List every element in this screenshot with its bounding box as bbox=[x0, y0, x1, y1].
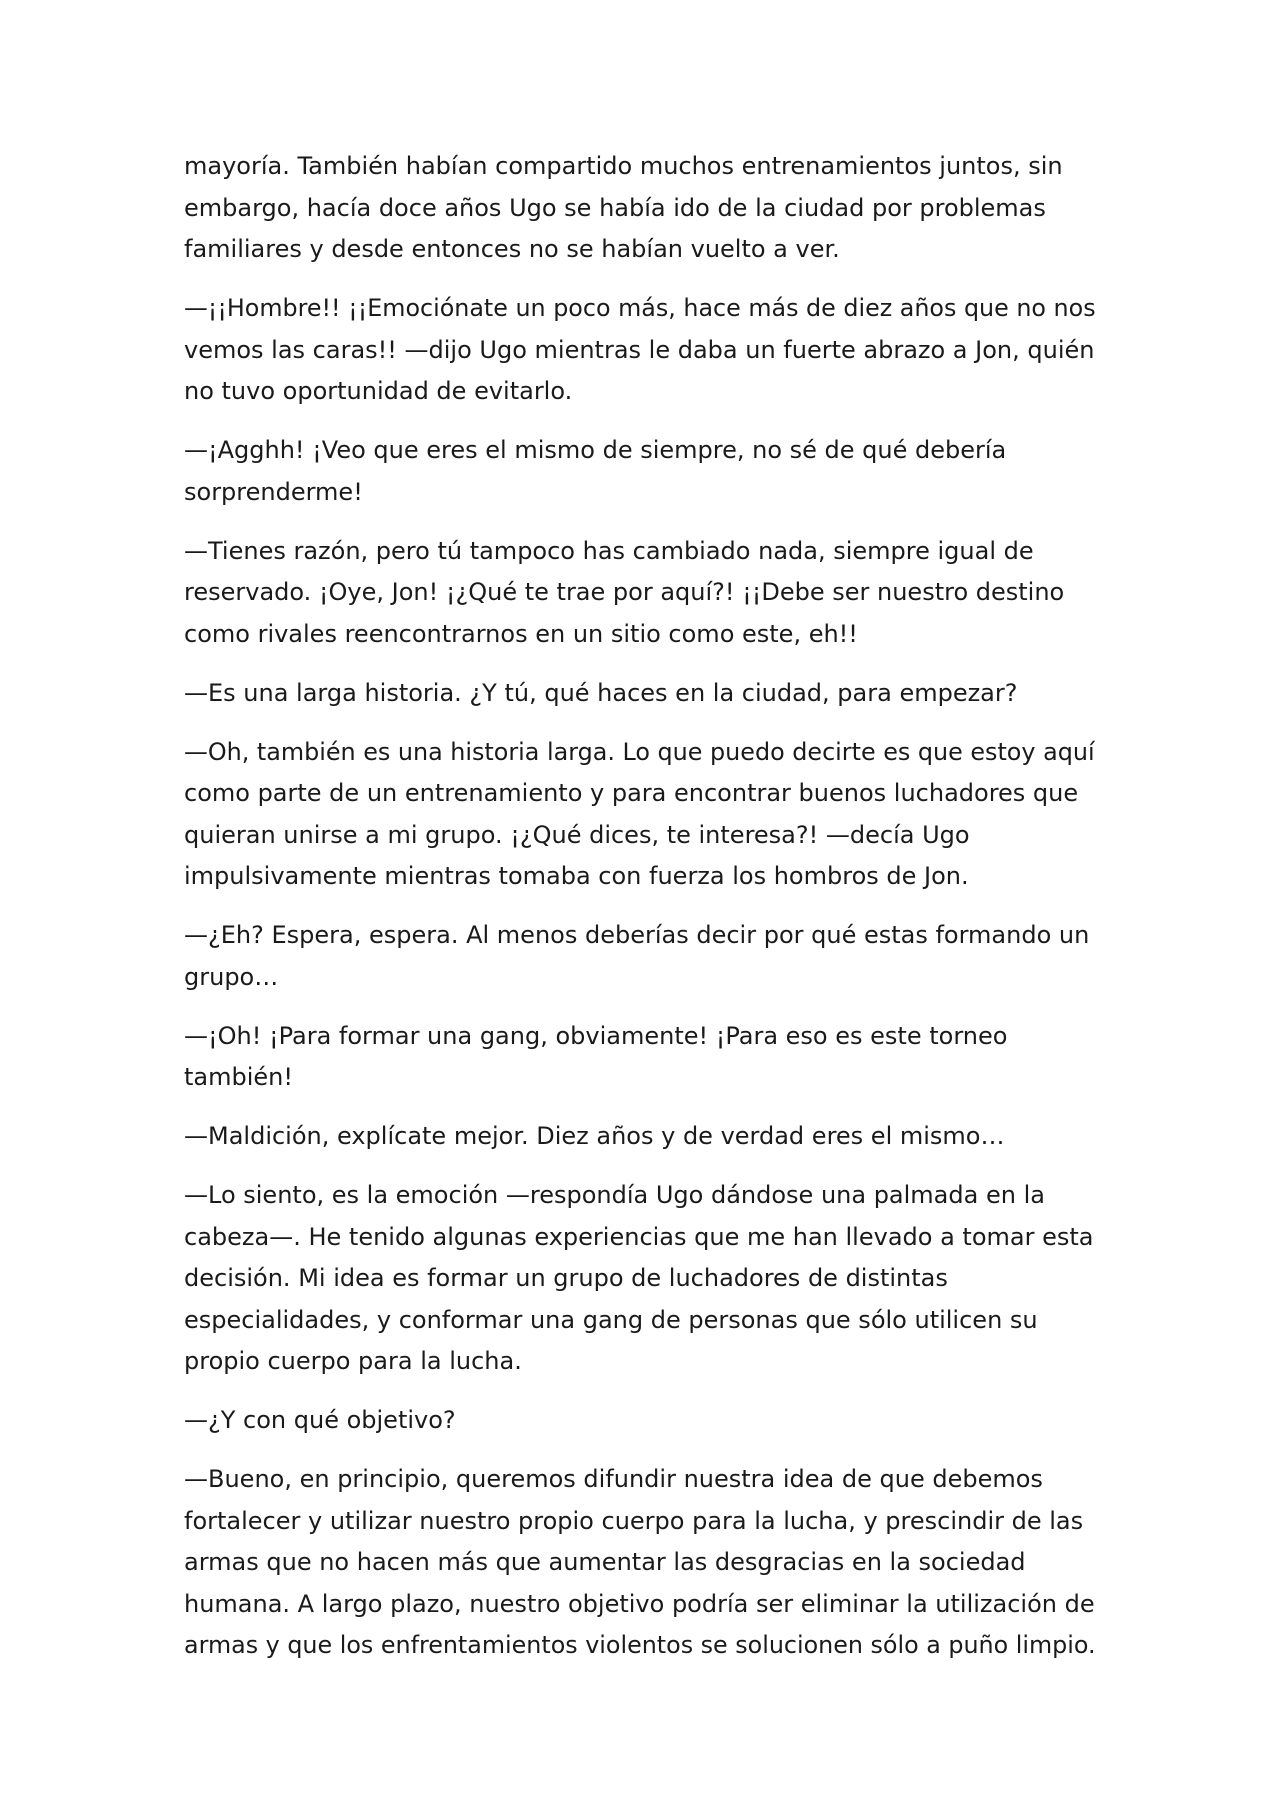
text-line: vemos las caras!! —dijo Ugo mientras le daba un fuerte abrazo a Jon, quién bbox=[184, 335, 1095, 364]
text-line: como parte de un entrenamiento y para encontrar buenos luchadores que bbox=[184, 779, 1079, 807]
text-line: —Tienes razón, pero tú tampoco has cambiado nada, siempre igual de bbox=[184, 536, 1034, 565]
paragraph bbox=[184, 915, 1100, 998]
text-line: —¿Y con qué objetivo? bbox=[184, 1406, 456, 1434]
text-line: —Es una larga historia. ¿Y tú, qué haces en la ciudad, para empezar? bbox=[184, 678, 1018, 707]
paragraph bbox=[184, 1175, 1100, 1383]
text-line: armas que no hacen más que aumentar las desgracias en la sociedad bbox=[184, 1548, 1026, 1576]
text-line: —Bueno, en principio, queremos difundir nuestra idea de que debemos bbox=[184, 1465, 1043, 1493]
text-line: como rivales reencontrarnos en un sitio como este, eh!! bbox=[184, 619, 858, 648]
text-line: —¡Oh! ¡Para formar una gang, obviamente! ¡Para eso es este torneo bbox=[184, 1021, 1008, 1050]
text-line: familiares y desde entonces no se habían vuelto a ver. bbox=[184, 235, 840, 263]
text-line: —Oh, también es una historia larga. Lo que puedo decirte es que estoy aquí bbox=[184, 737, 1095, 766]
text-line: grupo… bbox=[184, 962, 279, 991]
text-line: especialidades, y conformar una gang de personas que sólo utilicen su bbox=[184, 1305, 1038, 1334]
text-line: embargo, hacía doce años Ugo se había ido de la ciudad por problemas bbox=[184, 193, 1046, 222]
paragraph bbox=[184, 146, 1100, 271]
paragraph bbox=[184, 531, 1100, 656]
text-line: fortalecer y utilizar nuestro propio cuerpo para la lucha, y prescindir de las bbox=[184, 1506, 1084, 1535]
text-line: impulsivamente mientras tomaba con fuerza los hombros de Jon. bbox=[184, 862, 969, 890]
text-line: no tuvo oportunidad de evitarlo. bbox=[184, 377, 573, 405]
text-line: —Maldición, explícate mejor. Diez años y de verdad eres el mismo… bbox=[184, 1122, 1005, 1150]
paragraph bbox=[184, 1400, 1100, 1442]
text-line: reservado. ¡Oye, Jon! ¡¿Qué te trae por aquí?! ¡¡Debe ser nuestro destino bbox=[184, 578, 1065, 606]
text-line: mayoría. También habían compartido muchos entrenamientos juntos, sin bbox=[184, 152, 1063, 180]
text-line: —¡¡Hombre!! ¡¡Emociónate un poco más, hace más de diez años que no nos bbox=[184, 294, 1096, 322]
paragraph bbox=[184, 1459, 1100, 1667]
text-line: quieran unirse a mi grupo. ¡¿Qué dices, te interesa?! —decía Ugo bbox=[184, 820, 970, 849]
text-line: —¿Eh? Espera, espera. Al menos deberías decir por qué estas formando un bbox=[184, 921, 1090, 949]
text-line: humana. A largo plazo, nuestro objetivo podría ser eliminar la utilización de bbox=[184, 1589, 1095, 1618]
document-body bbox=[184, 146, 1100, 1684]
text-line: propio cuerpo para la lucha. bbox=[184, 1347, 522, 1375]
text-line: cabeza—. He tenido algunas experiencias que me han llevado a tomar esta bbox=[184, 1222, 1094, 1251]
text-line: armas y que los enfrentamientos violentos se solucionen sólo a puño limpio. bbox=[184, 1631, 1096, 1659]
paragraph bbox=[184, 1116, 1100, 1158]
paragraph bbox=[184, 288, 1100, 413]
text-line: decisión. Mi idea es formar un grupo de luchadores de distintas bbox=[184, 1264, 948, 1292]
paragraph bbox=[184, 673, 1100, 715]
text-line: —Lo siento, es la emoción —respondía Ugo dándose una palmada en la bbox=[184, 1181, 1045, 1209]
paragraph bbox=[184, 732, 1100, 898]
text-line: —¡Agghh! ¡Veo que eres el mismo de siempre, no sé de qué debería bbox=[184, 436, 1007, 464]
text-line: sorprenderme! bbox=[184, 477, 363, 506]
text-line: también! bbox=[184, 1063, 293, 1091]
paragraph bbox=[184, 1016, 1100, 1099]
paragraph bbox=[184, 430, 1100, 513]
